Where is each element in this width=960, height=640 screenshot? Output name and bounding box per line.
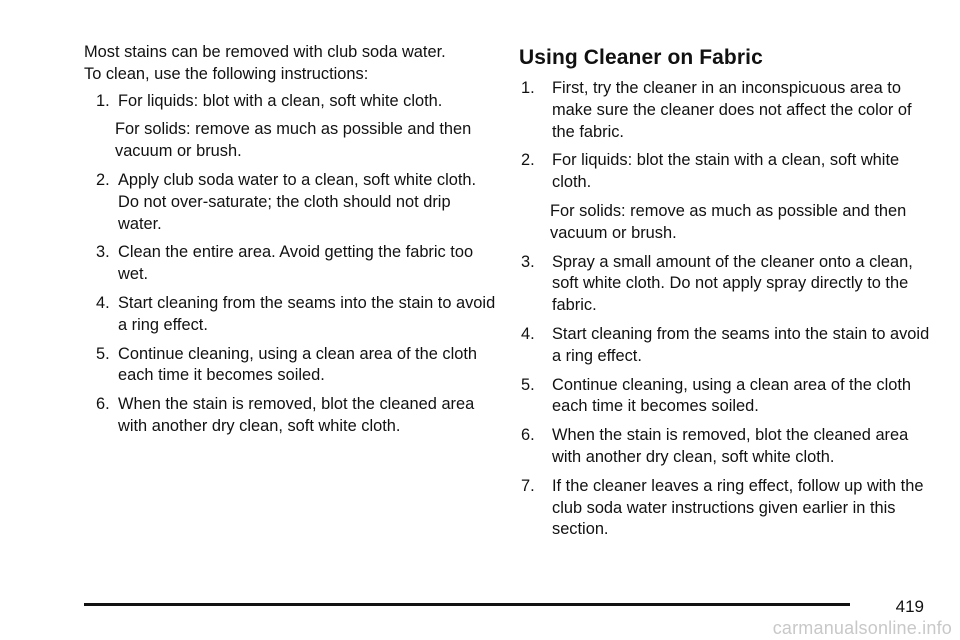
- step-text: When the stain is removed, blot the cleaned area with another dry clean, soft white cloth.: [118, 395, 475, 435]
- step-text: Start cleaning from the seams into the stain to avoid a ring effect.: [118, 293, 496, 334]
- step-number: 7.: [521, 476, 535, 495]
- step-number: 4.: [96, 293, 110, 312]
- step-text: First, try the cleaner in an inconspicuous area to make sure the cleaner does not affect the color of the fabric.: [552, 79, 912, 141]
- step-number: 2.: [96, 170, 110, 189]
- list-item: [519, 252, 931, 317]
- section-heading: Using Cleaner on Fabric: [519, 46, 763, 69]
- intro-line-2: To clean, use the following instructions:: [84, 64, 369, 83]
- list-item: [84, 394, 496, 438]
- watermark: carmanualsonline.info: [772, 618, 952, 638]
- list-item: [84, 242, 496, 286]
- list-item: [519, 375, 931, 419]
- step-text: If the cleaner leaves a ring effect, follow up with the club soda water instructions given earlier in this section.: [552, 476, 924, 539]
- left-column: [84, 42, 496, 445]
- footer-rule: [84, 603, 850, 606]
- list-item: [519, 324, 931, 368]
- list-item: [519, 78, 931, 143]
- intro-line-1: Most stains can be removed with club soda water.: [84, 43, 446, 61]
- step-number: 3.: [96, 243, 110, 262]
- step-text: Continue cleaning, using a clean area of the cloth each time it becomes soiled.: [118, 344, 478, 385]
- step-number: 6.: [96, 395, 110, 414]
- step-text: Apply club soda water to a clean, soft white cloth. Do not over-saturate; the cloth should not drip water.: [118, 170, 477, 233]
- step-text: Spray a small amount of the cleaner onto a clean, soft white cloth. Do not apply spray directly to the fabric.: [552, 252, 913, 315]
- list-item: [84, 91, 496, 113]
- step-text: Continue cleaning, using a clean area of the cloth each time it becomes soiled.: [552, 375, 912, 416]
- list-item: [84, 293, 496, 337]
- step-number: 4.: [521, 324, 535, 343]
- right-column: [519, 44, 931, 548]
- step-number: 5.: [521, 375, 535, 394]
- list-item: [519, 476, 931, 541]
- list-item: [519, 150, 931, 194]
- step-text: For liquids: blot with a clean, soft white cloth.: [118, 91, 443, 110]
- step-number: 1.: [521, 79, 535, 97]
- club-soda-steps: [84, 91, 496, 438]
- step-number: 3.: [521, 252, 535, 271]
- step-text: When the stain is removed, blot the cleaned area with another dry clean, soft white cloth.: [552, 426, 909, 466]
- fabric-cleaner-steps: [519, 78, 931, 541]
- sub-paragraph: For solids: remove as much as possible and then vacuum or brush.: [550, 201, 907, 242]
- intro-paragraph: [84, 42, 496, 86]
- step-text: Clean the entire area. Avoid getting the fabric too wet.: [118, 243, 474, 284]
- list-item: [519, 425, 931, 469]
- step-number: 1.: [96, 91, 110, 110]
- page-number: 419: [895, 597, 924, 616]
- list-item: [84, 344, 496, 388]
- step-text: Start cleaning from the seams into the stain to avoid a ring effect.: [552, 324, 930, 365]
- list-item: [84, 170, 496, 235]
- step-text: For liquids: blot the stain with a clean, soft white cloth.: [552, 151, 900, 192]
- sub-paragraph: For solids: remove as much as possible and then vacuum or brush.: [115, 120, 472, 161]
- step-number: 2.: [521, 151, 535, 170]
- step-number: 6.: [521, 426, 535, 445]
- step-number: 5.: [96, 344, 110, 363]
